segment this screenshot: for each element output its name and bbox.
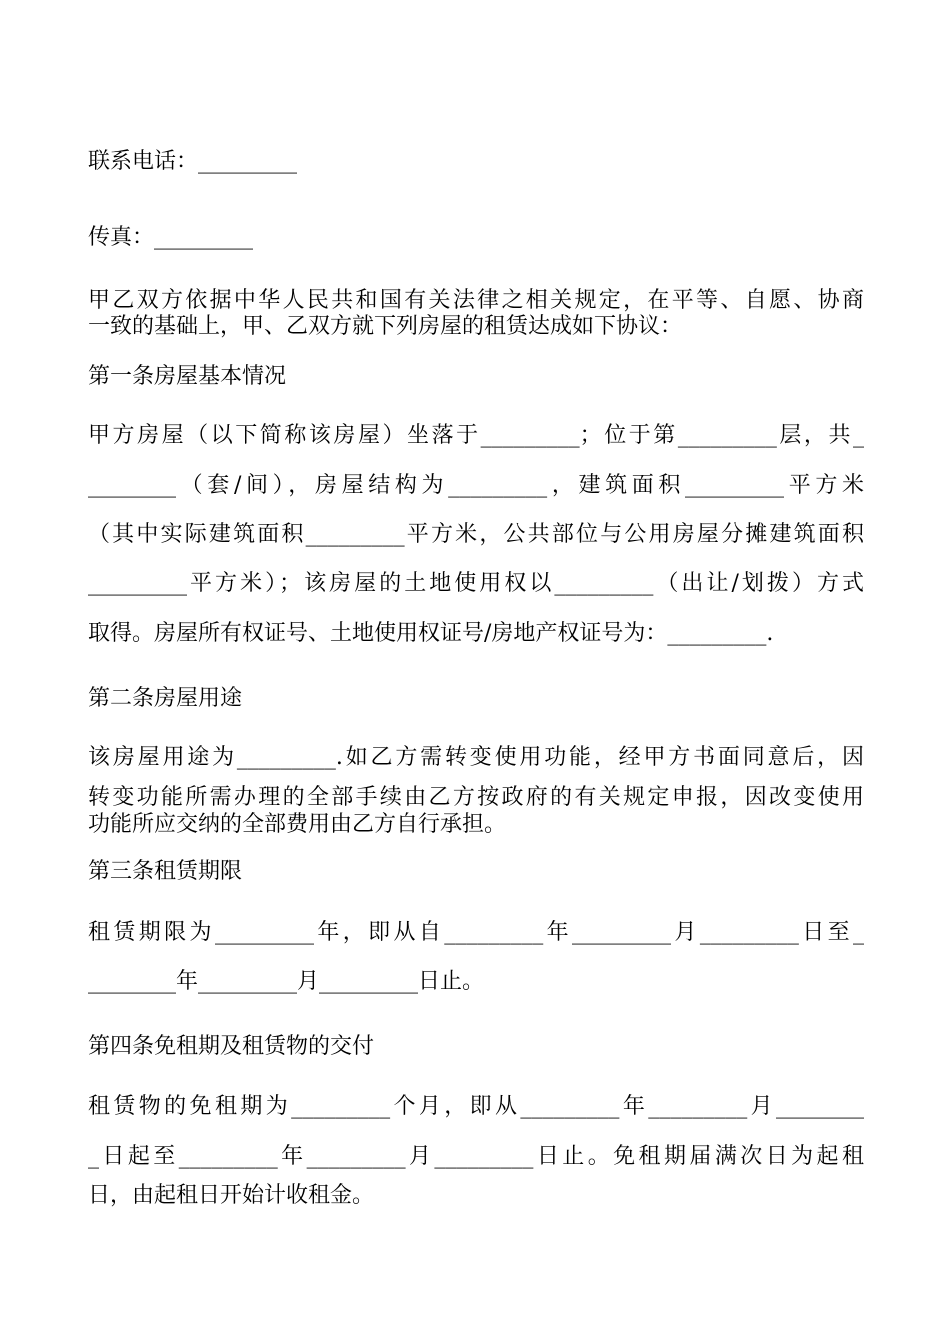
article1-title: 第一条房屋基本情况 bbox=[88, 364, 287, 389]
article2-title: 第二条房屋用途 bbox=[88, 686, 243, 711]
article3-line-1: 租赁期限为_________年，即从自_________年_________月_________日至_ bbox=[88, 920, 864, 945]
article1-line-2: ________（套/间），房屋结构为_________，建筑面积_________平方米 bbox=[88, 473, 864, 498]
contact-phone: 联系电话：_________ bbox=[88, 149, 298, 174]
article2-line-2: 转变功能所需办理的全部手续由乙方按政府的有关规定申报，因改变使用 bbox=[88, 785, 864, 810]
article2-line-1: 该房屋用途为_________.如乙方需转变使用功能，经甲方书面同意后，因 bbox=[88, 745, 864, 770]
article1-line-3: （其中实际建筑面积_________平方米，公共部位与公用房屋分摊建筑面积 bbox=[88, 522, 864, 547]
article4-title: 第四条免租期及租赁物的交付 bbox=[88, 1034, 375, 1059]
article1-line-5: 取得。房屋所有权证号、土地使用权证号/房地产权证号为：_________. bbox=[88, 621, 774, 646]
article2-line-3: 功能所应交纳的全部费用由乙方自行承担。 bbox=[88, 812, 507, 837]
article4-line-2: _日起至_________年_________月_________日止。免租期届满次日为起租 bbox=[88, 1144, 864, 1169]
contact-fax: 传真：_________ bbox=[88, 225, 254, 250]
article1-line-1: 甲方房屋（以下简称该房屋）坐落于_________；位于第_________层，共_ bbox=[88, 423, 864, 448]
intro-line-1: 甲乙双方依据中华人民共和国有关法律之相关规定，在平等、自愿、协商 bbox=[88, 288, 864, 313]
intro-line-2: 一致的基础上，甲、乙双方就下列房屋的租赁达成如下协议： bbox=[88, 314, 683, 339]
article4-line-1: 租赁物的免租期为_________个月，即从_________年_________月________ bbox=[88, 1094, 864, 1119]
article3-title: 第三条租赁期限 bbox=[88, 859, 243, 884]
article3-line-2: ________年_________月_________日止。 bbox=[88, 969, 485, 994]
article4-line-3: 日，由起租日开始计收租金。 bbox=[88, 1183, 375, 1208]
article1-line-4: _________平方米）；该房屋的土地使用权以_________（出让/划拨）方式 bbox=[88, 571, 864, 596]
